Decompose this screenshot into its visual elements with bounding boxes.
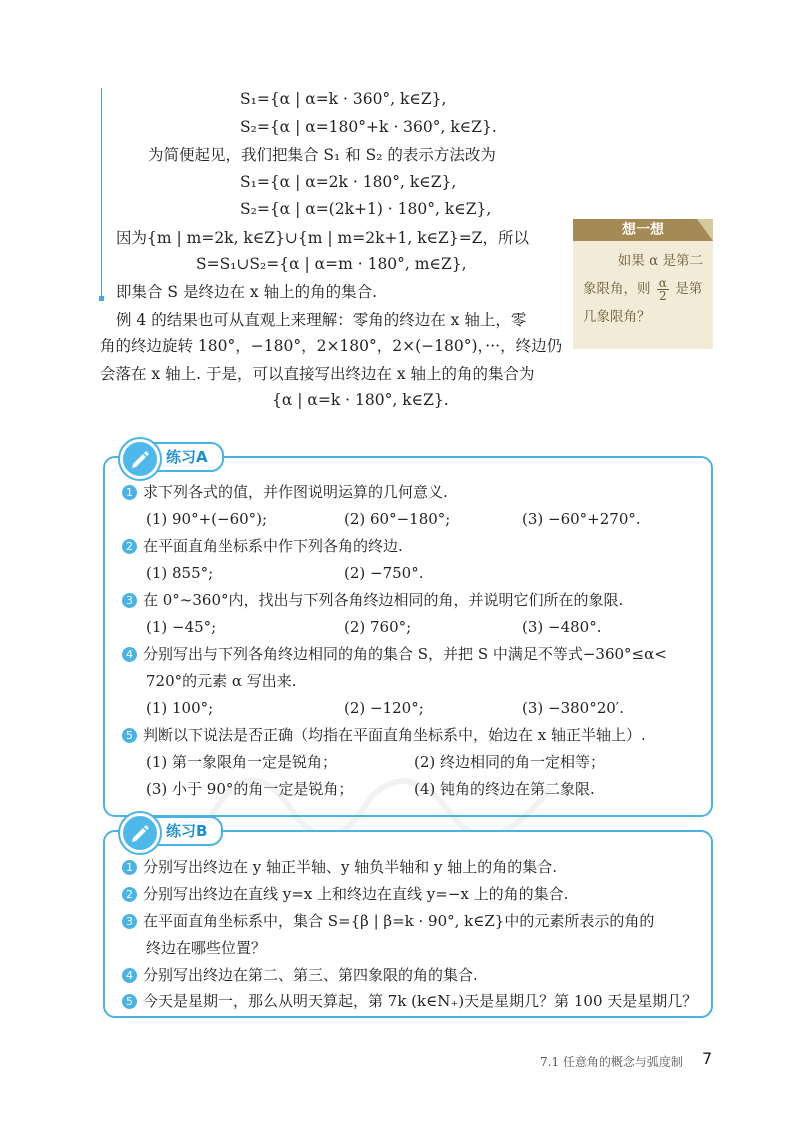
paragraph-line-3: 会落在 x 轴上. 于是，可以直接写出终边在 x 轴上的角的集合为 xyxy=(100,365,535,383)
item-text: 分别写出终边在 y 轴正半轴、y 轴负半轴和 y 轴上的角的集合. xyxy=(143,858,558,876)
think-sidebar-title: 想一想 xyxy=(573,219,713,241)
item-number: 5 xyxy=(122,994,137,1009)
think-line-2a: 象限角，则 xyxy=(583,281,651,297)
a5-part-4: (4) 钝角的终边在第二象限. xyxy=(414,780,595,798)
item-text: 在平面直角坐标系中，集合 S={β | β=k · 90°, k∈Z}中的元素所表示的角的 xyxy=(143,912,655,930)
a3-part-3: (3) −480°. xyxy=(522,618,602,636)
item-number: 4 xyxy=(122,968,137,983)
final-set: {α | α=k · 180°, k∈Z}. xyxy=(272,391,449,409)
exercise-b-item-4 xyxy=(122,964,478,986)
a3-part-2: (2) 760°; xyxy=(344,618,412,636)
exercise-a-item-4 xyxy=(122,643,667,665)
a1-part-2: (2) 60°−180°; xyxy=(344,510,451,528)
set-s-union: S=S₁∪S₂={α | α=m · 180°, m∈Z}, xyxy=(196,255,467,273)
exercise-a-tab xyxy=(122,442,224,472)
b3-text-cont: 终边在哪些位置？ xyxy=(146,939,267,957)
set-s1: S₁={α | α=k · 360°, k∈Z}, xyxy=(240,90,447,108)
exercise-a-title: 练习A xyxy=(166,448,208,466)
a3-part-1: (1) −45°; xyxy=(146,618,217,636)
frac-numerator: α xyxy=(658,276,667,290)
item-text: 分别写出终边在直线 y=x 上和终边在直线 y=−x 上的角的集合. xyxy=(143,885,569,903)
set-s2: S₂={α | α=180°+k · 360°, k∈Z}. xyxy=(240,118,497,136)
a4-part-1: (1) 100°; xyxy=(146,699,214,717)
think-line-2 xyxy=(583,275,703,303)
alpha-over-2 xyxy=(657,277,669,302)
item-text: 分别写出与下列各角终边相同的角的集合 S，并把 S 中满足不等式−360°≤α< xyxy=(143,645,667,663)
set-s1-rewritten: S₁={α | α=2k · 180°, k∈Z}, xyxy=(240,173,457,191)
watermark-graphic xyxy=(190,738,570,838)
item-text: 分别写出终边在第二、第三、第四象限的角的集合. xyxy=(143,966,478,984)
a2-part-1: (1) 855°; xyxy=(146,564,214,582)
frac-denominator: 2 xyxy=(659,289,667,303)
exercise-a-item-2 xyxy=(122,535,403,557)
item-number: 2 xyxy=(122,539,137,554)
item-number: 3 xyxy=(122,593,137,608)
a5-part-2: (2) 终边相同的角一定相等； xyxy=(414,753,606,771)
set-s2-rewritten: S₂={α | α=(2k+1) · 180°, k∈Z}, xyxy=(240,200,492,218)
exercise-b-item-2 xyxy=(122,883,568,905)
paragraph-line-2: 角的终边旋转 180°，−180°，2×180°，2×(−180°)，···，终边仍 xyxy=(100,337,563,355)
a5-part-1: (1) 第一象限角一定是锐角； xyxy=(146,753,338,771)
paragraph-line-1: 例 4 的结果也可从直观上来理解：零角的终边在 x 轴上，零 xyxy=(116,311,527,329)
exercise-b-title: 练习B xyxy=(166,822,208,840)
think-line-2b: 是第 xyxy=(675,281,703,297)
page-number: 7 xyxy=(702,1049,713,1068)
pencil-icon xyxy=(120,439,160,479)
a2-part-2: (2) −750°. xyxy=(344,564,424,582)
a1-part-3: (3) −60°+270°. xyxy=(522,510,641,528)
item-number: 2 xyxy=(122,887,137,902)
margin-bar xyxy=(101,88,102,298)
a1-part-1: (1) 90°+(−60°); xyxy=(146,510,268,528)
exercise-b-item-3 xyxy=(122,910,654,932)
item-number: 1 xyxy=(122,485,137,500)
exercise-b-item-1 xyxy=(122,856,557,878)
item-number: 3 xyxy=(122,914,137,929)
exercise-a-item-1 xyxy=(122,481,448,503)
item-text: 在 0°~360°内，找出与下列各角终边相同的角，并说明它们所在的象限. xyxy=(143,591,624,609)
item-text: 今天是星期一，那么从明天算起，第 7k (k∈N₊)天是星期几？第 100 天是星期几？ xyxy=(143,992,698,1010)
union-line: 因为{m | m=2k, k∈Z}∪{m | m=2k+1, k∈Z}=Z，所以 xyxy=(116,229,529,247)
intro-text: 为简便起见，我们把集合 S₁ 和 S₂ 的表示方法改为 xyxy=(148,146,496,164)
a4-part-2: (2) −120°; xyxy=(344,699,424,717)
item-text: 判断以下说法是否正确（均指在平面直角坐标系中，始边在 x 轴正半轴上）. xyxy=(143,726,646,744)
exercise-b-item-5 xyxy=(122,990,697,1012)
think-sidebar xyxy=(573,219,713,349)
item-number: 4 xyxy=(122,647,137,662)
a5-part-3: (3) 小于 90°的角一定是锐角； xyxy=(146,780,354,798)
pencil-icon xyxy=(120,813,160,853)
item-number: 1 xyxy=(122,860,137,875)
exercise-a-item-3 xyxy=(122,589,623,611)
think-line-3: 几象限角？ xyxy=(583,309,651,325)
exercise-b-tab xyxy=(122,816,223,846)
margin-bar-end xyxy=(99,296,104,301)
section-title: 7.1 任意角的概念与弧度制 xyxy=(540,1055,683,1069)
think-line-1: 如果 α 是第二 xyxy=(617,253,703,269)
item-text: 求下列各式的值，并作图说明运算的几何意义. xyxy=(143,483,448,501)
a4-text-cont: 720°的元素 α 写出来. xyxy=(146,672,297,690)
item-text: 在平面直角坐标系中作下列各角的终边. xyxy=(143,537,403,555)
item-number: 5 xyxy=(122,728,137,743)
a4-part-3: (3) −380°20′. xyxy=(522,699,624,717)
conclusion-text: 即集合 S 是终边在 x 轴上的角的集合. xyxy=(116,283,377,301)
